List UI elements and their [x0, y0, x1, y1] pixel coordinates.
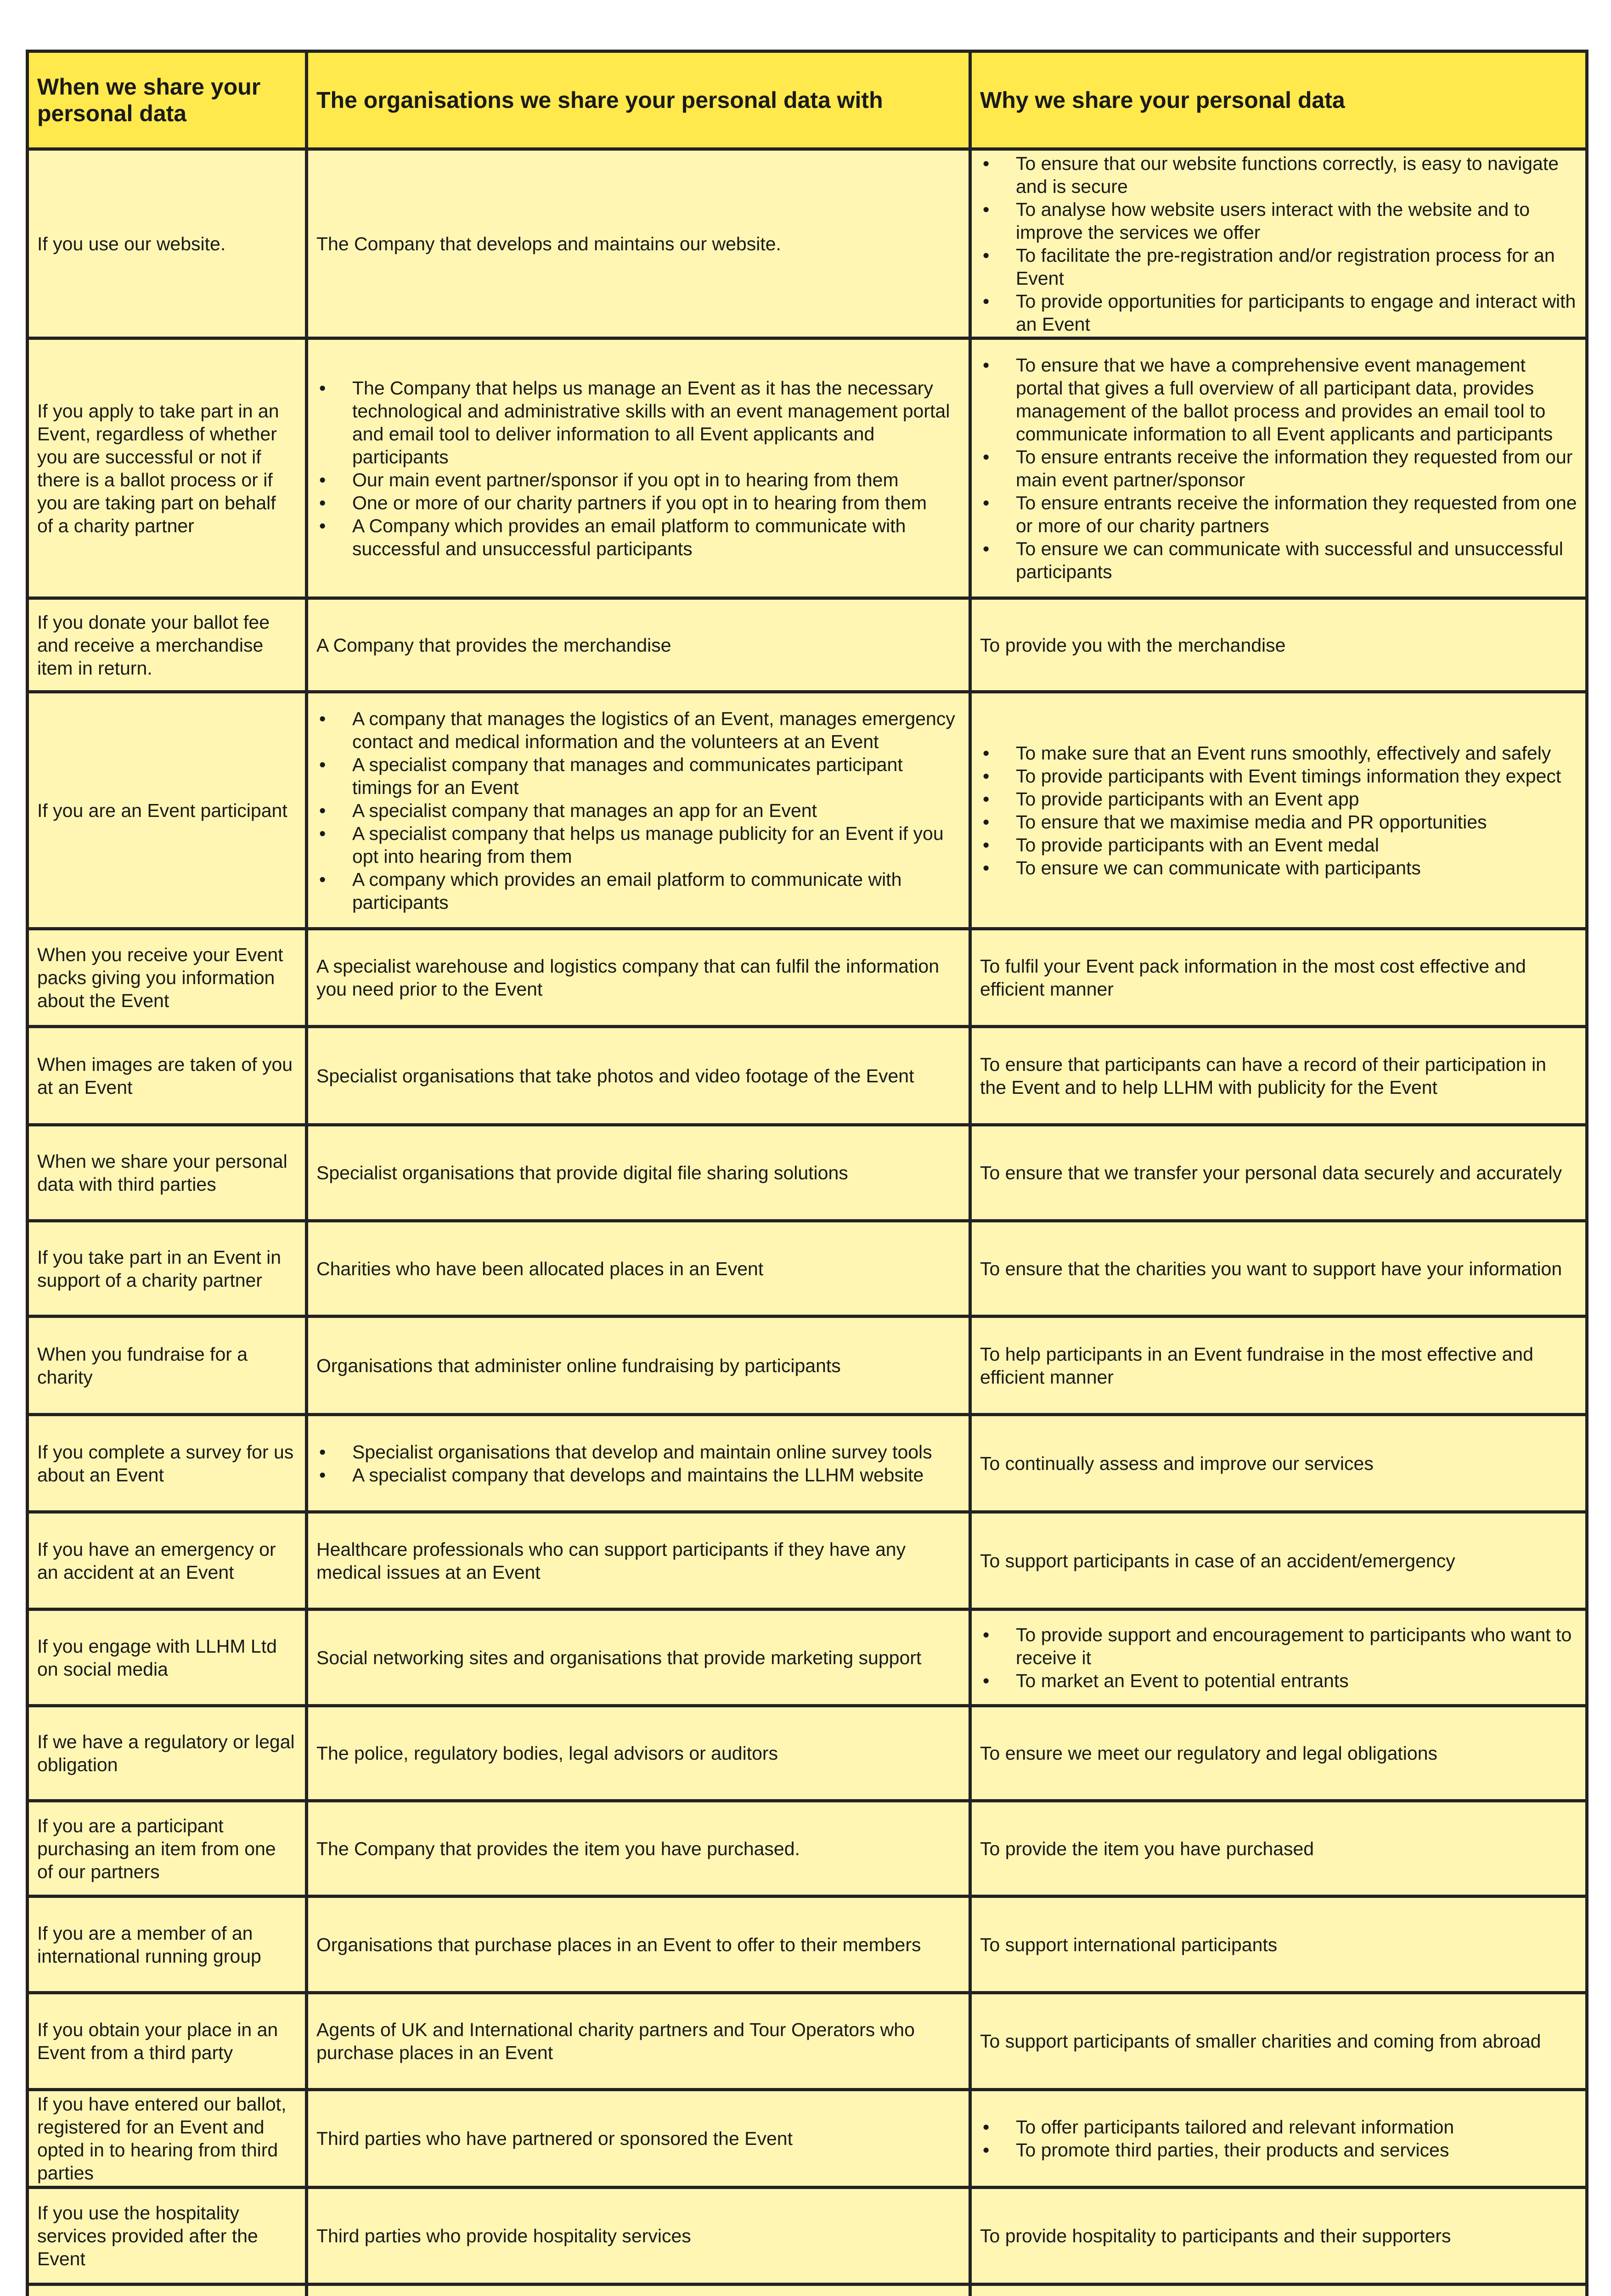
list-item: • To offer participants tailored and relevant information [980, 2116, 1577, 2138]
list-item: • A specialist company that develops and maintains the LLHM website [316, 1463, 960, 1486]
cell-organisations [307, 1896, 970, 1993]
list-item: • To analyse how website users interact with the website and to improve the services we offer [980, 198, 1577, 244]
cell-organisations [307, 338, 970, 598]
cell-why [970, 338, 1587, 598]
cell-organisations [307, 929, 970, 1027]
list-item: • To ensure entrants receive the information they requested from our main event partner/sponsor [980, 445, 1577, 491]
cell-why-text: To ensure that the charities you want to support have your information [980, 1258, 1562, 1279]
cell-organisations [307, 2285, 970, 2296]
cell-organisations [307, 1221, 970, 1317]
table-row [28, 1027, 1587, 1125]
cell-organisations [307, 1609, 970, 1706]
cell-why [970, 1801, 1587, 1896]
cell-organisations-text: Third parties who provide hospitality services [316, 2225, 691, 2246]
list-item: • A company that manages the logistics of an Event, manages emergency contact and medical information and the volunteers at an Event [316, 707, 960, 753]
cell-when [28, 1706, 307, 1801]
table-row [28, 1609, 1587, 1706]
table-row [28, 338, 1587, 598]
cell-why-text: To continually assess and improve our services [980, 1452, 1374, 1474]
cell-when-text: When you receive your Event packs giving you information about the Event [37, 944, 283, 1011]
list-item: • To ensure we can communicate with successful and unsuccessful participants [980, 537, 1577, 583]
list-item: • A company which provides an email platform to communicate with participants [316, 868, 960, 914]
cell-why [970, 1706, 1587, 1801]
cell-when-text: If you have entered our ballot, registered for an Event and opted in to hearing from third parties [37, 2093, 287, 2183]
cell-organisations-text: Third parties who have partnered or sponsored the Event [316, 2128, 793, 2149]
table-body [28, 149, 1587, 2296]
cell-when [28, 1221, 307, 1317]
cell-why [970, 1317, 1587, 1415]
cell-when-text: If you are an Event participant [37, 799, 287, 821]
list-item: • Our main event partner/sponsor if you opt in to hearing from them [316, 468, 960, 491]
cell-why [970, 1221, 1587, 1317]
cell-why-text: To support participants in case of an accident/emergency [980, 1550, 1455, 1571]
cell-when [28, 1027, 307, 1125]
table-row [28, 1317, 1587, 1415]
list-item: • To ensure entrants receive the information they requested from one or more of our charity partners [980, 491, 1577, 537]
cell-when-text: If you engage with LLHM Ltd on social media [37, 1635, 277, 1680]
cell-organisations-text: The police, regulatory bodies, legal advisors or auditors [316, 1743, 778, 1764]
cell-organisations [307, 1512, 970, 1609]
cell-organisations [307, 2188, 970, 2285]
table-row [28, 1221, 1587, 1317]
cell-why-text: To support participants of smaller charities and coming from abroad [980, 2031, 1541, 2052]
cell-when-text: When we share your personal data with third parties [37, 1151, 287, 1195]
list-item: • One or more of our charity partners if you opt in to hearing from them [316, 491, 960, 514]
cell-organisations-text: Specialist organisations that take photos and video footage of the Event [316, 1065, 914, 1086]
cell-when-text: When you fundraise for a charity [37, 1343, 248, 1388]
cell-when-text: If you have an emergency or an accident at an Event [37, 1538, 276, 1583]
table-row [28, 1706, 1587, 1801]
table-row [28, 1512, 1587, 1609]
cell-when [28, 1512, 307, 1609]
cell-why [970, 1993, 1587, 2090]
cell-when [28, 338, 307, 598]
cell-when-text: If you are a member of an international running group [37, 1922, 261, 1967]
cell-why [970, 692, 1587, 929]
cell-why-text: To provide the item you have purchased [980, 1838, 1314, 1859]
cell-organisations [307, 1706, 970, 1801]
list-item: • To ensure that we have a comprehensive event management portal that gives a full overview of all participant data, provides management of the ballot process and provides an email tool to communicate information to all Event applicants and participants [980, 354, 1577, 445]
header-organisations: The organisations we share your personal data with [307, 51, 970, 149]
cell-organisations-text: Social networking sites and organisations that provide marketing support [316, 1647, 922, 1668]
cell-why-text: To ensure that participants can have a record of their participation in the Event and to help LLHM with publicity for the Event [980, 1053, 1546, 1098]
cell-why [970, 598, 1587, 692]
list-item: • A specialist company that manages an app for an Event [316, 799, 960, 822]
cell-organisations [307, 149, 970, 338]
header-when: When we share your personal data [28, 51, 307, 149]
table-row [28, 1993, 1587, 2090]
list-item: • To provide participants with an Event app [980, 788, 1577, 810]
cell-when [28, 929, 307, 1027]
cell-when [28, 1896, 307, 1993]
table-row [28, 1896, 1587, 1993]
cell-organisations [307, 1027, 970, 1125]
cell-when [28, 149, 307, 338]
list-item: • To promote third parties, their products and services [980, 2138, 1577, 2161]
list-item: • To ensure that our website functions correctly, is easy to navigate and is secure [980, 152, 1577, 198]
list-item: • To provide opportunities for participants to engage and interact with an Event [980, 290, 1577, 336]
cell-organisations-text: Agents of UK and International charity partners and Tour Operators who purchase places in an Event [316, 2019, 915, 2063]
cell-organisations-text: A specialist warehouse and logistics company that can fulfil the information you need prior to the Event [316, 956, 940, 1000]
cell-organisations [307, 1415, 970, 1512]
cell-why [970, 1896, 1587, 1993]
table-row [28, 1801, 1587, 1896]
cell-when-text: If we have a regulatory or legal obligation [37, 1731, 295, 1775]
cell-organisations [307, 1317, 970, 1415]
list-item: • To ensure we can communicate with participants [980, 856, 1577, 879]
cell-when-text: If you are a participant purchasing an item from one of our partners [37, 1815, 276, 1882]
cell-organisations-text: Organisations that administer online fundraising by participants [316, 1355, 841, 1376]
cell-when [28, 1317, 307, 1415]
cell-organisations-text: Organisations that purchase places in an Event to offer to their members [316, 1934, 921, 1955]
cell-when [28, 598, 307, 692]
list-item: • A Company which provides an email platform to communicate with successful and unsuccessful participants [316, 514, 960, 560]
table-row [28, 1125, 1587, 1221]
cell-when [28, 2188, 307, 2285]
cell-why-list [980, 152, 1577, 336]
cell-when-text: If you obtain your place in an Event from a third party [37, 2019, 278, 2063]
cell-organisations-text: A Company that provides the merchandise [316, 634, 671, 656]
cell-organisations [307, 692, 970, 929]
cell-when [28, 2090, 307, 2188]
cell-organisations [307, 1125, 970, 1221]
cell-when [28, 1609, 307, 1706]
table-row [28, 2090, 1587, 2188]
cell-when [28, 1993, 307, 2090]
cell-why-list [980, 742, 1577, 879]
cell-organisations-text: Healthcare professionals who can support participants if they have any medical issues at an Event [316, 1538, 906, 1583]
list-item: • To provide participants with Event timings information they expect [980, 765, 1577, 788]
cell-why-text: To support international participants [980, 1934, 1278, 1955]
cell-when [28, 1801, 307, 1896]
list-item: • To make sure that an Event runs smoothly, effectively and safely [980, 742, 1577, 765]
cell-why-text: To ensure we meet our regulatory and legal obligations [980, 1743, 1437, 1764]
cell-why-text: To ensure that we transfer your personal data securely and accurately [980, 1162, 1562, 1183]
cell-organisations [307, 598, 970, 692]
table-row [28, 598, 1587, 692]
cell-organisations-list [316, 377, 960, 560]
cell-when-text: If you apply to take part in an Event, regardless of whether you are successful or not if there is a ballot process or if you are taking part on behalf of a charity partner [37, 400, 279, 536]
cell-why-list [980, 1623, 1577, 1692]
cell-when-text: If you complete a survey for us about an Event [37, 1441, 294, 1486]
cell-organisations [307, 1993, 970, 2090]
cell-when-text: When images are taken of you at an Event [37, 1053, 293, 1098]
cell-why [970, 929, 1587, 1027]
table-row [28, 1415, 1587, 1512]
cell-why [970, 2090, 1587, 2188]
table-row [28, 2188, 1587, 2285]
cell-organisations [307, 1801, 970, 1896]
list-item: • To provide support and encouragement to participants who want to receive it [980, 1623, 1577, 1669]
list-item: • A specialist company that manages and communicates participant timings for an Event [316, 753, 960, 799]
cell-organisations-list [316, 707, 960, 914]
list-item: • To facilitate the pre-registration and/or registration process for an Event [980, 244, 1577, 290]
cell-when-text: If you use our website. [37, 233, 226, 254]
cell-why [970, 1512, 1587, 1609]
list-item: • The Company that helps us manage an Event as it has the necessary technological and administrative skills with an event management portal and email tool to deliver information to all Event applicants and participants [316, 377, 960, 468]
cell-why [970, 1027, 1587, 1125]
cell-organisations-text: The Company that provides the item you have purchased. [316, 1838, 800, 1859]
list-item: • To market an Event to potential entrants [980, 1669, 1577, 1692]
cell-why-list [980, 2116, 1577, 2161]
cell-organisations-text: Charities who have been allocated places in an Event [316, 1258, 764, 1279]
cell-when [28, 1415, 307, 1512]
cell-why-text: To provide you with the merchandise [980, 634, 1286, 656]
header-why: Why we share your personal data [970, 51, 1587, 149]
table-row [28, 692, 1587, 929]
table-row [28, 149, 1587, 338]
cell-why [970, 1415, 1587, 1512]
cell-why-text: To help participants in an Event fundraise in the most effective and efficient manner [980, 1343, 1533, 1388]
cell-when [28, 1125, 307, 1221]
table-row [28, 929, 1587, 1027]
cell-why-list [980, 354, 1577, 583]
cell-organisations-text: Specialist organisations that provide digital file sharing solutions [316, 1162, 848, 1183]
cell-why [970, 149, 1587, 338]
cell-when [28, 692, 307, 929]
cell-why [970, 1609, 1587, 1706]
cell-when-text: If you donate your ballot fee and receive a merchandise item in return. [37, 611, 270, 679]
table-row [28, 2285, 1587, 2296]
list-item: • To ensure that we maximise media and PR opportunities [980, 810, 1577, 833]
data-sharing-table [26, 50, 1588, 2296]
list-item: • A specialist company that helps us manage publicity for an Event if you opt into hearing from them [316, 822, 960, 868]
cell-why [970, 2188, 1587, 2285]
cell-organisations-text: The Company that develops and maintains our website. [316, 233, 781, 254]
cell-why [970, 1125, 1587, 1221]
cell-organisations [307, 2090, 970, 2188]
cell-when-text: If you take part in an Event in support of a charity partner [37, 1246, 282, 1291]
cell-when-text: If you use the hospitality services provided after the Event [37, 2202, 258, 2269]
list-item: • To provide participants with an Event medal [980, 833, 1577, 856]
cell-organisations-list [316, 1441, 960, 1486]
cell-why-text: To fulfil your Event pack information in the most cost effective and efficient manner [980, 956, 1526, 1000]
cell-why-text: To provide hospitality to participants and their supporters [980, 2225, 1451, 2246]
table-header-row [28, 51, 1587, 149]
cell-when [28, 2285, 307, 2296]
list-item: • Specialist organisations that develop and maintain online survey tools [316, 1441, 960, 1463]
cell-why [970, 2285, 1587, 2296]
